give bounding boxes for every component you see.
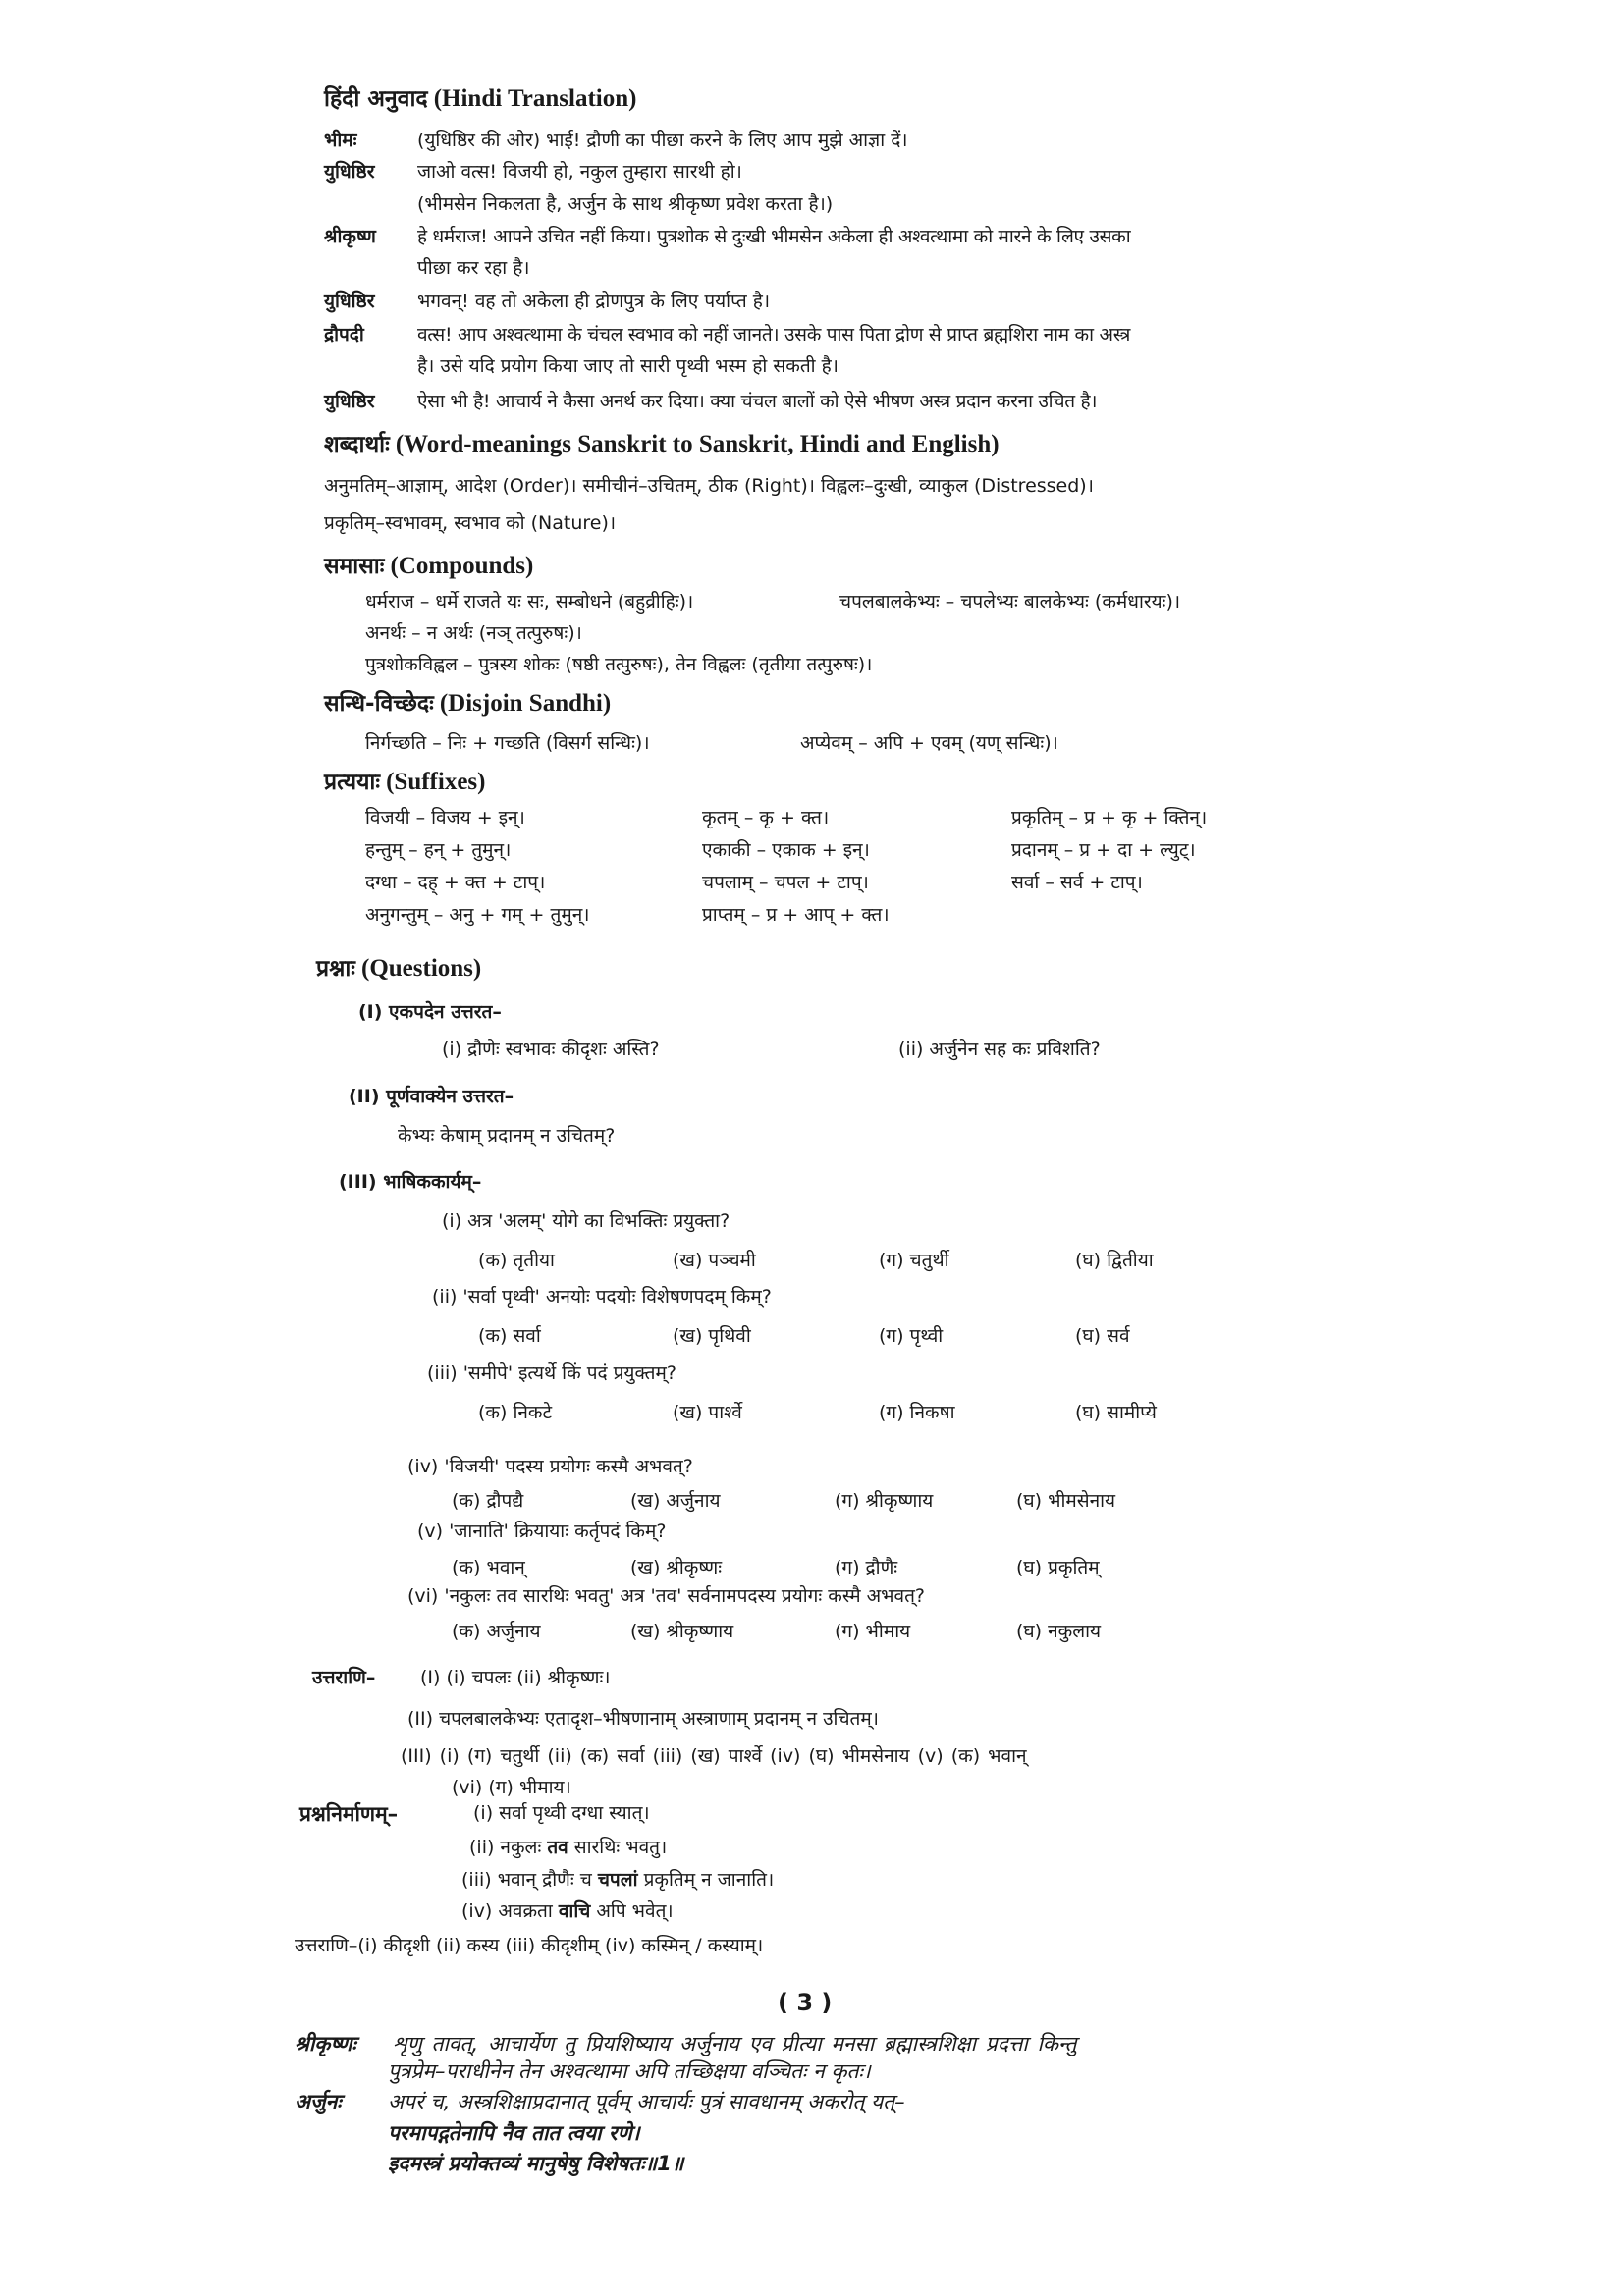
- question: (iv) 'विजयी' पदस्य प्रयोगः कस्मै अभवत्?: [407, 1456, 693, 1477]
- heading-english: (Suffixes): [386, 769, 486, 795]
- dialogue-text: पीछा कर रहा है।: [417, 257, 530, 279]
- section-title: (I) एकपदेन उत्तरत–: [358, 1001, 502, 1023]
- option: (ग) पृथ्वी: [879, 1325, 944, 1347]
- text: (iv) अवक्रता: [461, 1900, 559, 1922]
- questions-heading: [316, 956, 481, 981]
- question: (ii) 'सर्वा पृथ्वी' अनयोः पदयोः विशेषणपदम् किम्?: [432, 1286, 772, 1308]
- option: (घ) द्वितीया: [1075, 1250, 1154, 1271]
- suffix-cell: प्रकृतिम् – प्र + कृ + क्तिन्।: [1011, 807, 1208, 828]
- text: (iii) भवान् द्रौणैः च: [461, 1869, 598, 1891]
- heading-hindi: हिंदी अनुवाद: [324, 86, 428, 112]
- sandhi-line: अप्येवम् – अपि + एवम् (यण् सन्धिः)।: [800, 732, 1058, 754]
- option: (ग) भीमाय: [835, 1621, 911, 1642]
- dialogue-text: भगवन्! वह तो अकेला ही द्रोणपुत्र के लिए पर्याप्त है।: [417, 291, 771, 312]
- text: अपि भवेत्।: [590, 1900, 674, 1922]
- option: (ख) श्रीकृष्णः: [630, 1557, 723, 1578]
- option: (ग) चतुर्थी: [879, 1250, 949, 1271]
- suffix-cell: विजयी – विजय + इन्।: [365, 807, 525, 828]
- formation-line: [469, 1839, 667, 1857]
- heading-english: (Compounds): [390, 553, 534, 579]
- question: केभ्यः केषाम् प्रदानम् न उचितम्?: [398, 1125, 616, 1147]
- translation-heading: [324, 86, 636, 111]
- answers-label: उत्तराणि–: [312, 1667, 376, 1688]
- speaker: युधिष्ठिर: [324, 161, 375, 183]
- heading-hindi: समासाः: [324, 554, 385, 579]
- heading-hindi: सन्धि-विच्छेदः: [324, 691, 434, 717]
- formation-line: (i) सर्वा पृथ्वी दग्धा स्यात्।: [473, 1802, 650, 1824]
- sandhi-line: निर्गच्छति – निः + गच्छति (विसर्ग सन्धिः)।: [365, 732, 650, 754]
- formation-line: [461, 1871, 774, 1890]
- option: (क) तृतीया: [478, 1250, 555, 1271]
- text: सारथिः भवतु।: [568, 1837, 668, 1858]
- answer-line: (III) (i) (ग) चतुर्थी (ii) (क) सर्वा (iii) (ख) पार्श्वे (iv) (घ) भीमसेनाय (v) (क) भवान्: [401, 1745, 1027, 1767]
- option: (ख) अर्जुनाय: [630, 1490, 721, 1512]
- suffix-cell: हन्तुम् – हन् + तुमुन्।: [365, 839, 512, 861]
- question: (iii) 'समीपे' इत्यर्थे किं पदं प्रयुक्तम्?: [427, 1362, 676, 1384]
- option: (ख) पार्श्वे: [673, 1402, 742, 1423]
- sandhi-heading: [324, 691, 611, 716]
- verse-text: शृणु तावत्, आचार्येण तु प्रियशिष्याय अर्जुनाय एव प्रीत्या मनसा ब्रह्मास्त्रशिक्षा प्रदत्ता किन्तु: [393, 2032, 1077, 2056]
- suffix-cell: एकाकी – एकाक + इन्।: [702, 839, 870, 861]
- section-title: (II) पूर्णवाक्येन उत्तरत–: [349, 1086, 514, 1107]
- speaker: भीमः: [324, 130, 357, 151]
- option: (क) भवान्: [452, 1557, 525, 1578]
- speaker: श्रीकृष्णः: [295, 2032, 356, 2056]
- suffix-cell: दग्धा – दह् + क्त + टाप्।: [365, 872, 546, 893]
- dialogue-text: वत्स! आप अश्वत्थामा के चंचल स्वभाव को नहीं जानते। उसके पास पिता द्रोण से प्राप्त ब्रह्मशिरा नाम का अस्त्र: [417, 324, 1131, 346]
- suffixes-heading: [324, 770, 485, 794]
- suffix-cell: कृतम् – कृ + क्त।: [702, 807, 830, 828]
- option: (ग) द्रौणैः: [835, 1557, 898, 1578]
- question: (vi) 'नकुलः तव सारथिः भवतु' अत्र 'तव' सर्वनामपदस्य प्रयोगः कस्मै अभवत्?: [407, 1585, 925, 1607]
- compound-line: पुत्रशोकविह्वल – पुत्रस्य शोकः (षष्ठी तत्पुरुषः), तेन विह्वलः (तृतीया तत्पुरुषः)।: [365, 654, 873, 675]
- speaker: द्रौपदी: [324, 324, 364, 346]
- option: (घ) सर्व: [1075, 1325, 1130, 1347]
- answer-line: (I) (i) चपलः (ii) श्रीकृष्णः।: [420, 1667, 611, 1688]
- option: (ख) पञ्चमी: [673, 1250, 756, 1271]
- speaker: युधिष्ठिर: [324, 291, 375, 312]
- verse-text: इदमस्त्रं प्रयोक्तव्यं मानुषेषु विशेषतः॥1॥: [388, 2152, 684, 2175]
- dialogue-text: है। उसे यदि प्रयोग किया जाए तो सारी पृथ्वी भस्म हो सकती है।: [417, 355, 839, 377]
- question: (v) 'जानाति' क्रियायाः कर्तृपदं किम्?: [417, 1521, 667, 1542]
- word-meanings-line: अनुमतिम्–आज्ञाम्, आदेश (Order)। समीचीनं–उचितम्, ठीक (Right)। विह्वलः–दुःखी, व्याकुल (Distressed)।: [324, 475, 1094, 497]
- option: (घ) प्रकृतिम्: [1016, 1557, 1100, 1578]
- dialogue-text: जाओ वत्स! विजयी हो, नकुल तुम्हारा सारथी हो।: [417, 161, 742, 183]
- highlight-word: वाचि: [558, 1900, 591, 1922]
- option: (क) सर्वा: [478, 1325, 541, 1347]
- option: (ग) श्रीकृष्णाय: [835, 1490, 934, 1512]
- option: (घ) सामीप्ये: [1075, 1402, 1157, 1423]
- dialogue-text: हे धर्मराज! आपने उचित नहीं किया। पुत्रशोक से दुःखी भीमसेन अकेला ही अश्वत्थामा को मारने के लिए उसका: [417, 226, 1131, 247]
- compound-line: धर्मराज – धर्मे राजते यः सः, सम्बोधने (बहुव्रीहिः)।: [365, 591, 694, 613]
- question-formation-label: प्रश्ननिर्माणम्–: [299, 1802, 399, 1826]
- heading-english: (Questions): [361, 955, 482, 982]
- compound-line: अनर्थः – न अर्थः (नञ् तत्पुरुषः)।: [365, 622, 582, 644]
- heading-english: (Hindi Translation): [433, 85, 637, 112]
- verse-text: पुत्रप्रेम–पराधीनेन तेन अश्वत्थामा अपि तच्छिक्षया वञ्चितः न कृतः।: [388, 2059, 871, 2083]
- option: (ख) श्रीकृष्णाय: [630, 1621, 734, 1642]
- compound-line: चपलबालकेभ्यः – चपलेभ्यः बालकेभ्यः (कर्मधारयः)।: [839, 591, 1181, 613]
- formation-answers: उत्तराणि–(i) कीदृशी (ii) कस्य (iii) कीदृशीम् (iv) कस्मिन् / कस्याम्।: [295, 1935, 764, 1956]
- section-title: (III) भाषिककार्यम्–: [339, 1171, 482, 1193]
- dialogue-text: (युधिष्ठिर की ओर) भाई! द्रौणी का पीछा करने के लिए आप मुझे आज्ञा दें।: [417, 130, 908, 151]
- text: प्रकृतिम् न जानाति।: [637, 1869, 775, 1891]
- word-meanings-heading: [324, 432, 1000, 456]
- option: (क) द्रौपद्यै: [452, 1490, 524, 1512]
- highlight-word: तव: [547, 1837, 568, 1858]
- verse-text: अपरं च, अस्त्रशिक्षाप्रदानात् पूर्वम् आचार्यः पुत्रं सावधानम् अकरोत् यत्–: [388, 2090, 905, 2113]
- question: (i) द्रौणेः स्वभावः कीदृशः अस्ति?: [442, 1039, 660, 1060]
- suffix-cell: चपलाम् – चपल + टाप्।: [702, 872, 869, 893]
- option: (क) अर्जुनाय: [452, 1621, 541, 1642]
- text: (ii) नकुलः: [469, 1837, 548, 1858]
- word-meanings-line: प्रकृतिम्–स्वभावम्, स्वभाव को (Nature)।: [324, 512, 617, 534]
- suffix-cell: सर्वा – सर्व + टाप्।: [1011, 872, 1143, 893]
- heading-english: (Disjoin Sandhi): [439, 690, 612, 717]
- question: (ii) अर्जुनेन सह कः प्रविशति?: [898, 1039, 1101, 1060]
- section-number: ( 3 ): [778, 1989, 833, 2016]
- option: (घ) नकुलाय: [1016, 1621, 1102, 1642]
- option: (ग) निकषा: [879, 1402, 955, 1423]
- suffix-cell: प्राप्तम् – प्र + आप् + क्त।: [702, 904, 890, 926]
- question: (i) अत्र 'अलम्' योगे का विभक्तिः प्रयुक्ता?: [442, 1210, 730, 1232]
- speaker: श्रीकृष्ण: [324, 226, 376, 247]
- suffix-cell: अनुगन्तुम् – अनु + गम् + तुमुन्।: [365, 904, 590, 926]
- verse-text: परमापद्गतेनापि नैव तात त्वया रणे।: [388, 2121, 640, 2145]
- option: (घ) भीमसेनाय: [1016, 1490, 1116, 1512]
- option: (ख) पृथिवी: [673, 1325, 751, 1347]
- answer-line: (II) चपलबालकेभ्यः एतादृश–भीषणानाम् अस्त्राणाम् प्रदानम् न उचितम्।: [407, 1708, 879, 1730]
- dialogue-text: ऐसा भी है! आचार्य ने कैसा अनर्थ कर दिया। क्या चंचल बालों को ऐसे भीषण अस्त्र प्रदान करना उचित है।: [417, 391, 1098, 412]
- heading-hindi: प्रश्नाः: [316, 956, 355, 982]
- heading-hindi: शब्दार्थाः: [324, 432, 390, 457]
- heading-hindi: प्रत्ययाः: [324, 770, 381, 795]
- speaker: युधिष्ठिर: [324, 391, 375, 412]
- option: (क) निकटे: [478, 1402, 553, 1423]
- highlight-word: चपलां: [597, 1869, 638, 1891]
- dialogue-text: (भीमसेन निकलता है, अर्जुन के साथ श्रीकृष्ण प्रवेश करता है।): [417, 193, 834, 215]
- suffix-cell: प्रदानम् – प्र + दा + ल्युट्।: [1011, 839, 1196, 861]
- compounds-heading: [324, 554, 533, 578]
- heading-english: (Word-meanings Sanskrit to Sanskrit, Hindi and English): [395, 431, 1000, 457]
- speaker: अर्जुनः: [295, 2090, 342, 2113]
- answer-line: (vi) (ग) भीमाय।: [452, 1777, 571, 1798]
- formation-line: [461, 1902, 674, 1921]
